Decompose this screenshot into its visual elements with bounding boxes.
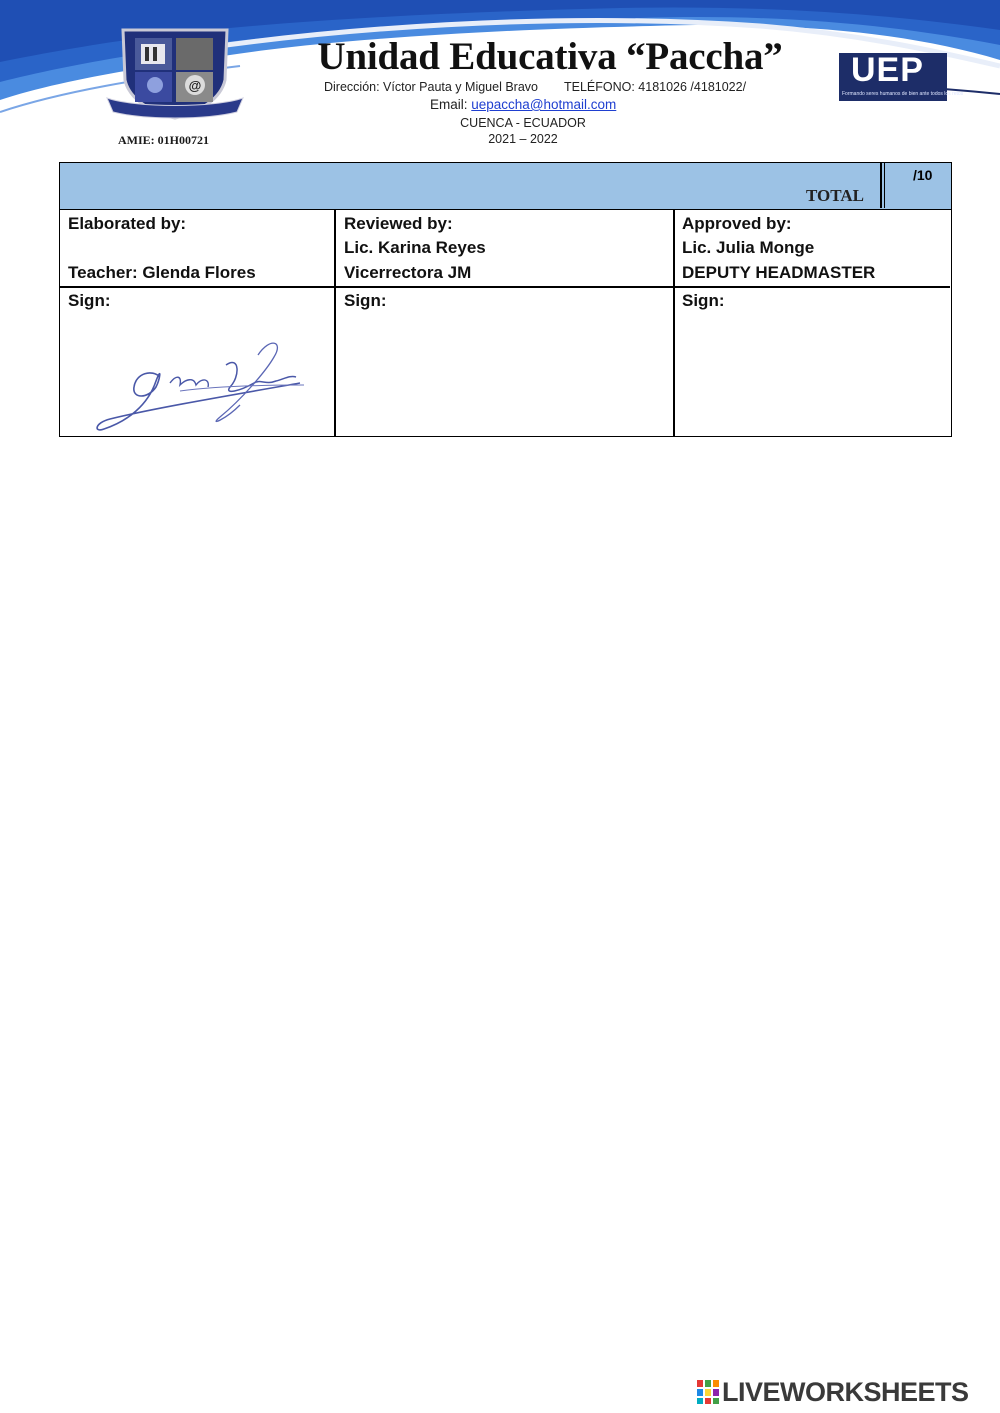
elaborated-sign-label: Sign: [68, 291, 111, 310]
email-link[interactable]: uepaccha@hotmail.com [471, 97, 617, 112]
email-label: Email: [430, 97, 472, 112]
reviewed-role: Vicerrectora JM [344, 263, 472, 282]
approved-role: DEPUTY HEADMASTER [682, 263, 876, 282]
total-divider [884, 163, 885, 208]
amie-code: AMIE: 01H00721 [118, 133, 209, 147]
phone-text: TELÉFONO: 4181026 /4181022/ [563, 80, 747, 94]
column-divider [334, 210, 336, 436]
approved-name: Lic. Julia Monge [682, 238, 815, 257]
uep-logo [839, 51, 964, 101]
approval-table [59, 209, 952, 437]
city-text: CUENCA - ECUADOR [460, 116, 586, 130]
elaborated-heading: Elaborated by: [68, 214, 187, 233]
column-divider [673, 210, 675, 436]
reviewed-name: Lic. Karina Reyes [344, 238, 486, 257]
total-divider [880, 163, 882, 208]
liveworksheets-icon [697, 1380, 719, 1404]
elaborated-teacher-name: Teacher: Glenda Flores [68, 263, 256, 282]
uep-logo-motto: Formando seres humanos de bien ante todos los retos [842, 91, 964, 97]
school-crest-logo [105, 22, 245, 122]
total-label: TOTAL [806, 186, 864, 205]
school-title: Unidad Educativa “Paccha” [317, 35, 783, 78]
address-text: Dirección: Víctor Pauta y Miguel Bravo [324, 80, 538, 94]
reviewed-sign-label: Sign: [344, 291, 387, 310]
total-score-bar [59, 162, 952, 210]
liveworksheets-text: LIVEWORKSHEETS [722, 1377, 969, 1407]
row-divider [60, 286, 950, 288]
email-line [430, 97, 616, 112]
svg-text:@: @ [188, 78, 202, 93]
approved-sign-label: Sign: [682, 291, 725, 310]
approved-heading: Approved by: [682, 214, 792, 233]
uep-logo-text: UEP [851, 51, 924, 89]
address-line [324, 80, 746, 94]
teacher-signature [90, 335, 305, 435]
score-field[interactable]: /10 [913, 167, 933, 183]
school-year-text: 2021 – 2022 [488, 132, 558, 146]
reviewed-heading: Reviewed by: [344, 214, 453, 233]
